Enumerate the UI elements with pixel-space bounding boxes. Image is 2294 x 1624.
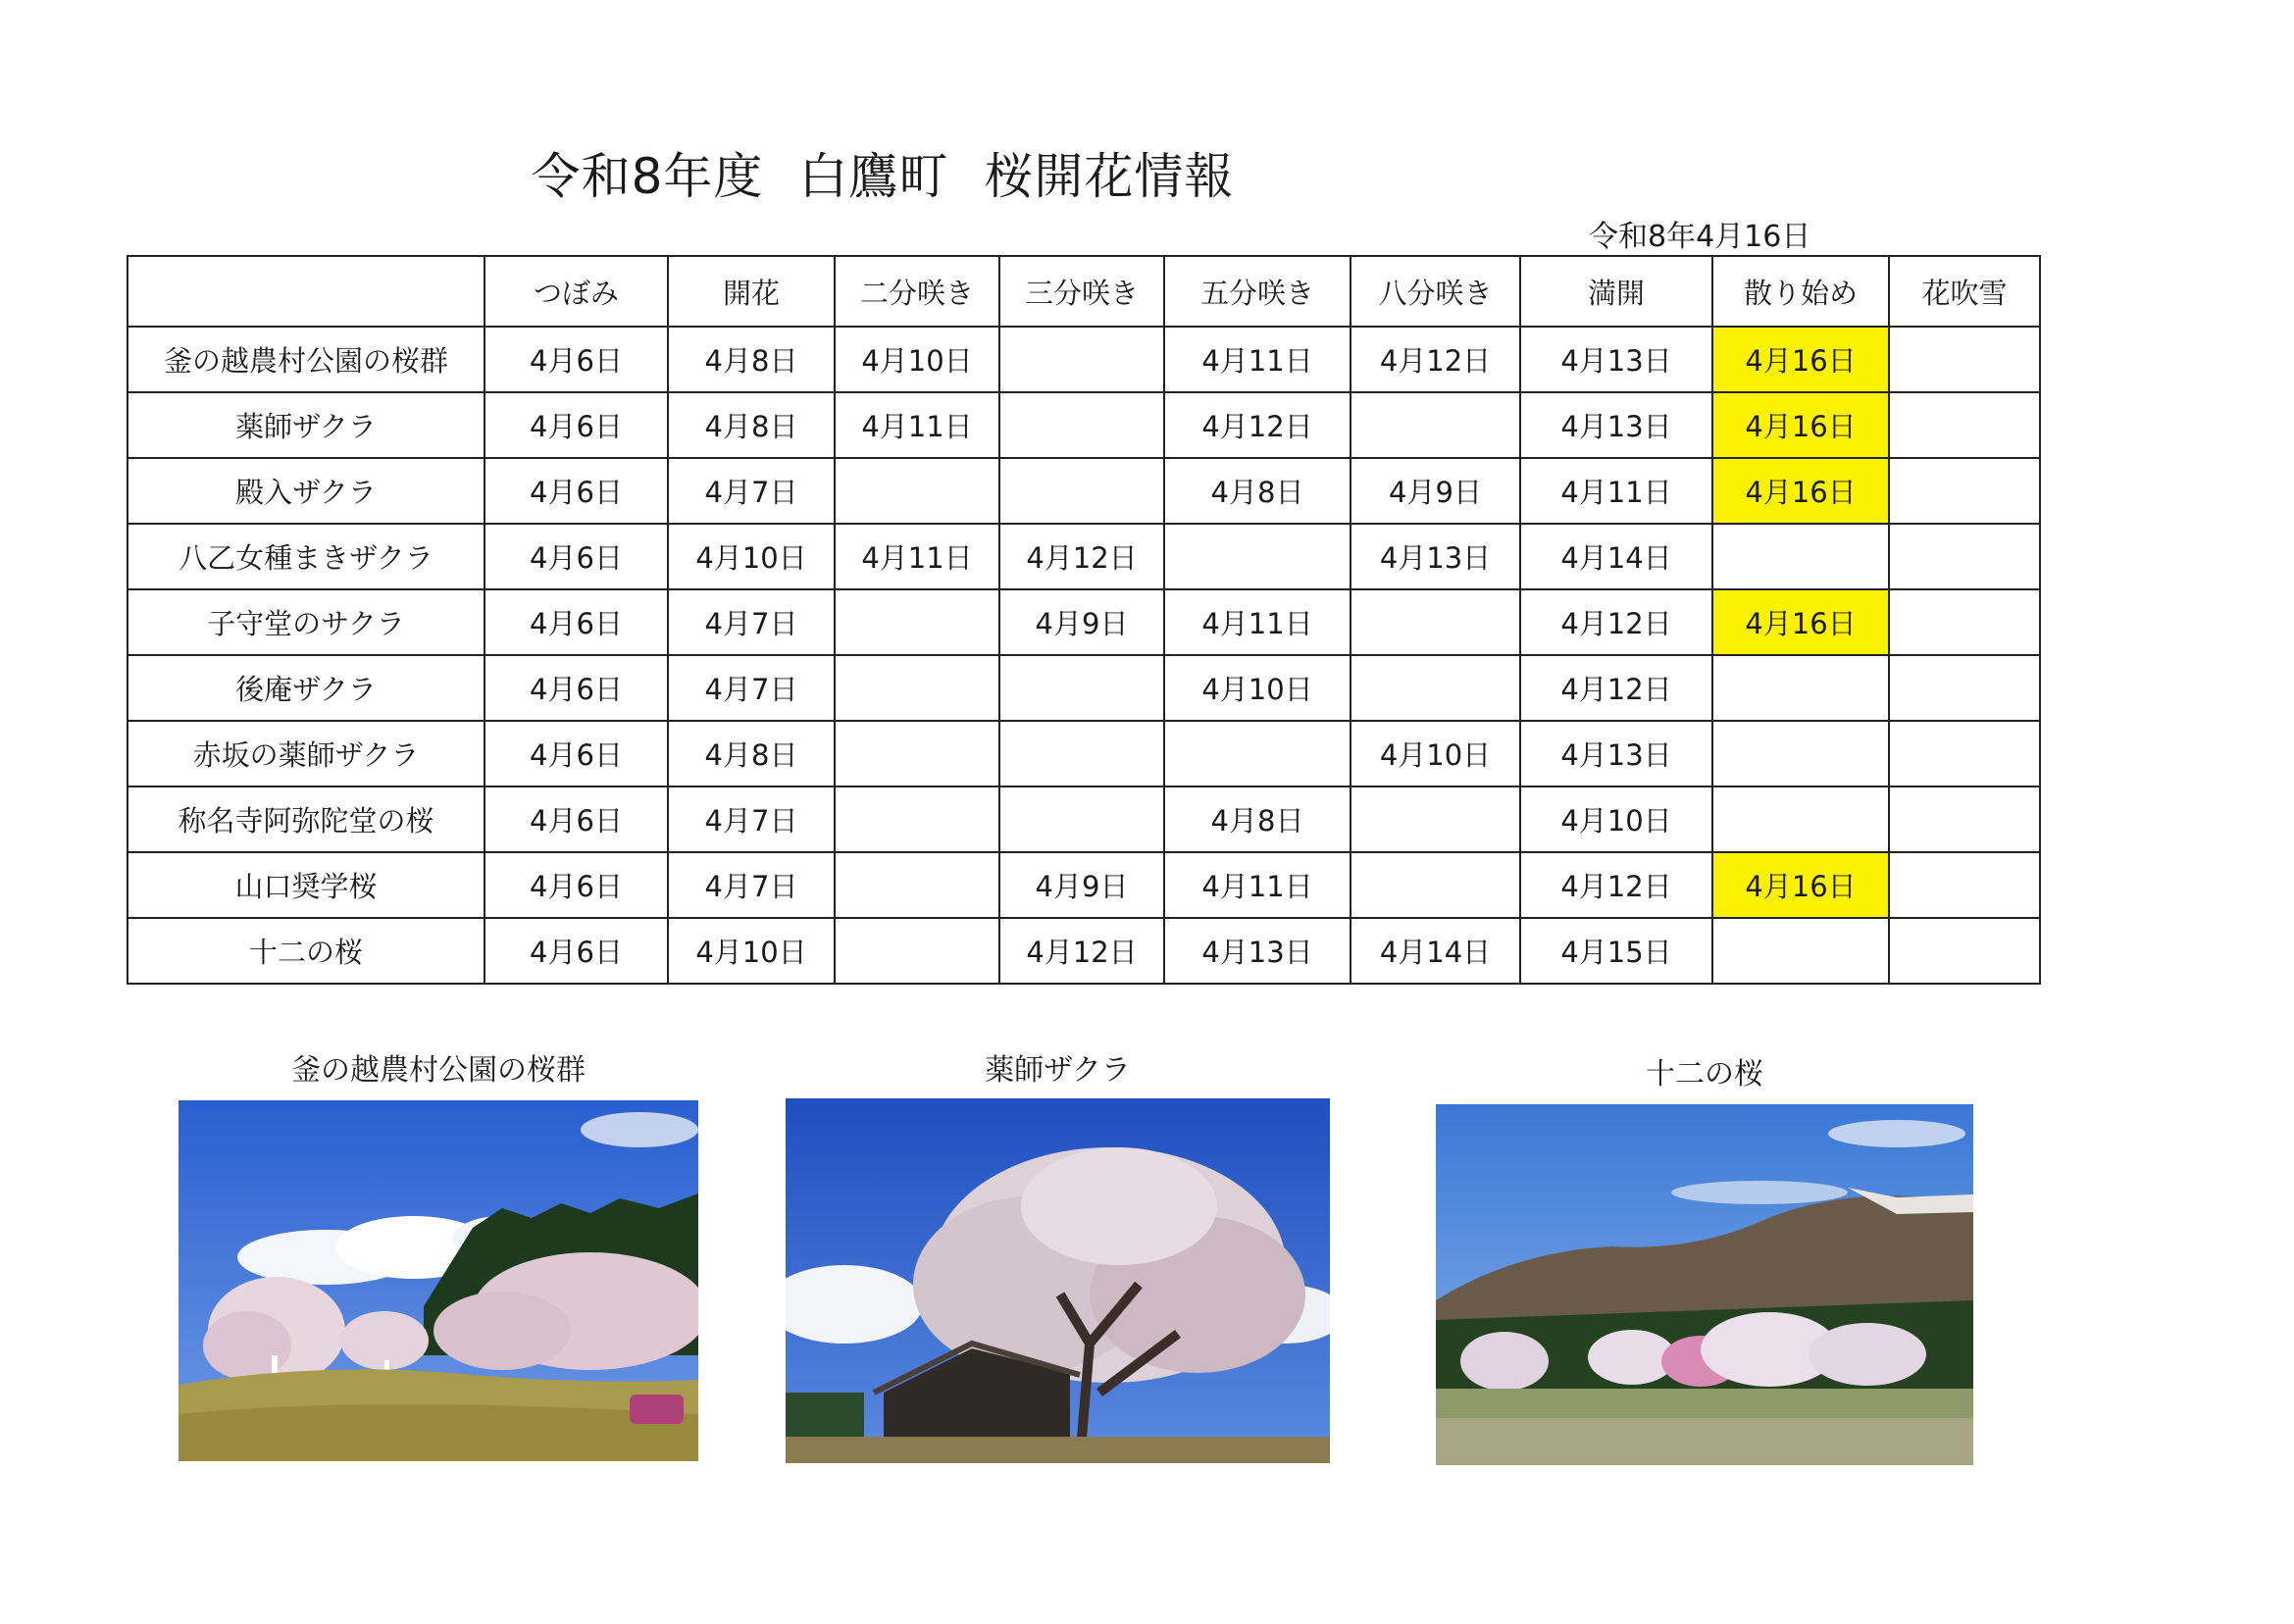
- tree-name-cell: 山口奨学桜: [127, 852, 484, 918]
- photo-caption-3: 十二の桜: [1646, 1057, 1763, 1091]
- date-cell: [1889, 524, 2040, 589]
- date-cell: 4月12日: [1520, 589, 1712, 655]
- tree-name-cell: 十二の桜: [127, 918, 484, 984]
- photo-kamanokoshi-cherry-trees: [178, 1100, 698, 1461]
- date-cell: 4月10日: [835, 327, 999, 392]
- date-cell: 4月10日: [668, 524, 835, 589]
- date-cell: 4月12日: [1520, 655, 1712, 721]
- date-cell: 4月8日: [668, 721, 835, 787]
- date-cell: 4月6日: [484, 852, 668, 918]
- tree-name-cell: 殿入ザクラ: [127, 458, 484, 524]
- table-row: [127, 392, 2040, 458]
- tree-name-cell: 薬師ザクラ: [127, 392, 484, 458]
- date-cell: [1889, 787, 2040, 852]
- table-row: [127, 327, 2040, 392]
- table-row: [127, 787, 2040, 852]
- title-subject: 桜開花情報: [984, 148, 1235, 205]
- date-cell: 4月8日: [668, 327, 835, 392]
- date-cell: [1164, 721, 1351, 787]
- date-cell: 4月13日: [1520, 392, 1712, 458]
- date-cell: 4月11日: [1520, 458, 1712, 524]
- column-header: 三分咲き: [999, 256, 1164, 327]
- date-cell: 4月11日: [1164, 327, 1351, 392]
- date-cell: [835, 852, 999, 918]
- tree-name-cell: 子守堂のサクラ: [127, 589, 484, 655]
- date-cell: 4月11日: [835, 392, 999, 458]
- column-header: 八分咲き: [1351, 256, 1520, 327]
- date-cell: [1889, 721, 2040, 787]
- date-cell: 4月16日: [1712, 589, 1889, 655]
- date-cell: 4月6日: [484, 458, 668, 524]
- date-cell: [999, 655, 1164, 721]
- date-cell: [835, 721, 999, 787]
- date-cell: 4月7日: [668, 852, 835, 918]
- date-cell: [835, 655, 999, 721]
- date-cell: 4月10日: [1520, 787, 1712, 852]
- date-cell: [835, 458, 999, 524]
- date-cell: [999, 787, 1164, 852]
- date-cell: 4月6日: [484, 589, 668, 655]
- date-cell: 4月16日: [1712, 327, 1889, 392]
- date-cell: 4月8日: [668, 392, 835, 458]
- date-cell: 4月10日: [1164, 655, 1351, 721]
- table-row: [127, 524, 2040, 589]
- date-cell: [1712, 721, 1889, 787]
- date-cell: 4月12日: [1520, 852, 1712, 918]
- date-cell: 4月11日: [1164, 589, 1351, 655]
- column-header: つぼみ: [484, 256, 668, 327]
- date-cell: 4月6日: [484, 721, 668, 787]
- column-header: 花吹雪: [1889, 256, 2040, 327]
- date-cell: [835, 787, 999, 852]
- date-cell: [1712, 655, 1889, 721]
- photo-yakushi-zakura: [786, 1098, 1330, 1463]
- date-cell: 4月12日: [999, 524, 1164, 589]
- date-cell: 4月7日: [668, 458, 835, 524]
- date-cell: 4月8日: [1164, 458, 1351, 524]
- date-cell: 4月7日: [668, 655, 835, 721]
- table-header-row: [127, 256, 2040, 327]
- date-cell: 4月9日: [999, 852, 1164, 918]
- date-cell: [1164, 524, 1351, 589]
- date-cell: 4月7日: [668, 589, 835, 655]
- date-cell: 4月13日: [1351, 524, 1520, 589]
- column-header: 二分咲き: [835, 256, 999, 327]
- date-cell: [999, 327, 1164, 392]
- date-cell: 4月16日: [1712, 852, 1889, 918]
- date-cell: 4月13日: [1164, 918, 1351, 984]
- photo-caption-1: 釜の越農村公園の桜群: [291, 1053, 586, 1088]
- date-cell: 4月12日: [999, 918, 1164, 984]
- tree-name-cell: 赤坂の薬師ザクラ: [127, 721, 484, 787]
- bloom-table: [127, 255, 2041, 985]
- report-date: 令和8年4月16日: [1589, 220, 1811, 254]
- date-cell: 4月13日: [1520, 721, 1712, 787]
- date-cell: [999, 721, 1164, 787]
- date-cell: 4月8日: [1164, 787, 1351, 852]
- title-year: 令和8年度: [531, 148, 764, 205]
- date-cell: [1351, 392, 1520, 458]
- date-cell: 4月10日: [1351, 721, 1520, 787]
- date-cell: [999, 458, 1164, 524]
- column-header: 五分咲き: [1164, 256, 1351, 327]
- tree-name-cell: 釜の越農村公園の桜群: [127, 327, 484, 392]
- date-cell: 4月13日: [1520, 327, 1712, 392]
- column-header: 満開: [1520, 256, 1712, 327]
- date-cell: 4月11日: [835, 524, 999, 589]
- photo-juni-no-sakura: [1436, 1104, 1973, 1465]
- date-cell: [1889, 918, 2040, 984]
- photo-caption-2: 薬師ザクラ: [985, 1053, 1131, 1088]
- date-cell: 4月6日: [484, 918, 668, 984]
- column-header: 散り始め: [1712, 256, 1889, 327]
- date-cell: 4月12日: [1164, 392, 1351, 458]
- date-cell: 4月7日: [668, 787, 835, 852]
- date-cell: [1351, 787, 1520, 852]
- date-cell: [1712, 524, 1889, 589]
- date-cell: 4月16日: [1712, 458, 1889, 524]
- date-cell: 4月12日: [1351, 327, 1520, 392]
- date-cell: [1889, 458, 2040, 524]
- date-cell: 4月6日: [484, 787, 668, 852]
- column-header-blank: [127, 256, 484, 327]
- date-cell: [835, 918, 999, 984]
- date-cell: 4月14日: [1520, 524, 1712, 589]
- table-row: [127, 589, 2040, 655]
- table-row: [127, 918, 2040, 984]
- table-row: [127, 655, 2040, 721]
- date-cell: [1712, 787, 1889, 852]
- date-cell: 4月16日: [1712, 392, 1889, 458]
- date-cell: [1889, 327, 2040, 392]
- date-cell: 4月10日: [668, 918, 835, 984]
- column-header: 開花: [668, 256, 835, 327]
- date-cell: 4月15日: [1520, 918, 1712, 984]
- date-cell: 4月9日: [999, 589, 1164, 655]
- date-cell: 4月6日: [484, 327, 668, 392]
- date-cell: [1889, 589, 2040, 655]
- table-row: [127, 852, 2040, 918]
- date-cell: 4月14日: [1351, 918, 1520, 984]
- date-cell: 4月6日: [484, 655, 668, 721]
- date-cell: [1889, 392, 2040, 458]
- title-town: 白鷹町: [798, 148, 949, 205]
- tree-name-cell: 称名寺阿弥陀堂の桜: [127, 787, 484, 852]
- tree-name-cell: 後庵ザクラ: [127, 655, 484, 721]
- date-cell: [1889, 655, 2040, 721]
- date-cell: 4月9日: [1351, 458, 1520, 524]
- date-cell: [1351, 655, 1520, 721]
- date-cell: 4月6日: [484, 524, 668, 589]
- table-row: [127, 458, 2040, 524]
- date-cell: [999, 392, 1164, 458]
- tree-name-cell: 八乙女種まきザクラ: [127, 524, 484, 589]
- table-row: [127, 721, 2040, 787]
- date-cell: 4月11日: [1164, 852, 1351, 918]
- date-cell: [835, 589, 999, 655]
- page-title: [0, 137, 1765, 208]
- date-cell: 4月6日: [484, 392, 668, 458]
- date-cell: [1351, 589, 1520, 655]
- date-cell: [1351, 852, 1520, 918]
- date-cell: [1712, 918, 1889, 984]
- date-cell: [1889, 852, 2040, 918]
